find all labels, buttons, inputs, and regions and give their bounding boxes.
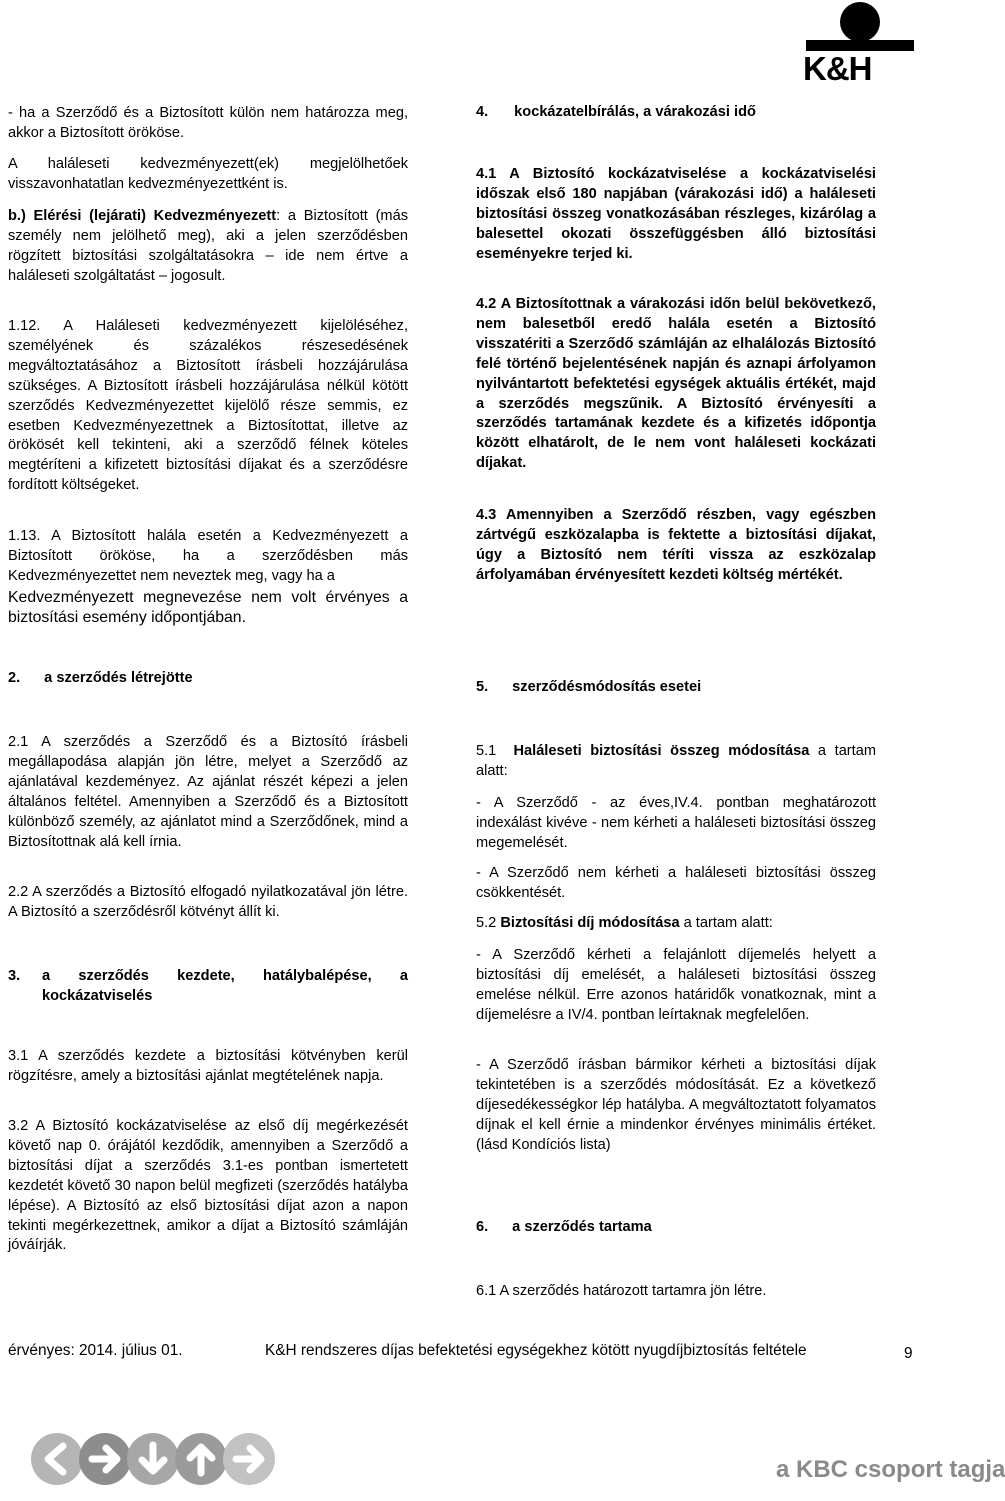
arrow-up-icon xyxy=(174,1432,228,1486)
maturity-beneficiary-text: : a Biztosított (más személy nem jelölhető meg), aki a jelen szerződésben rögzített biztosítási szolgáltatásokra – ide nem értve a haláleseti szolgáltatást – jogosult. xyxy=(8,208,409,284)
paragraph-5-1-a: - A Szerződő - az éves,IV.4. pontban meghatározott indexálást kivéve - nem kérheti a haláleseti biztosítási összeg megemelését. xyxy=(476,795,876,851)
arrow-down-icon xyxy=(126,1432,180,1486)
heading-section-6 xyxy=(476,1219,652,1235)
paragraph-2-2: 2.2 A szerződés a Biztosító elfogadó nyilatkozatával jön létre. A Biztosító a szerződésről kötvényt állít ki. xyxy=(8,884,408,920)
section-number: 2. xyxy=(8,670,21,686)
paragraph-5-1 xyxy=(476,742,876,782)
paragraph-5-1-b: - A Szerződő nem kérheti a haláleseti biztosítási összeg csökkentését. xyxy=(476,865,876,901)
paragraph-1-13: 1.13. A Biztosított halála esetén a Kedvezményezett a Biztosított örököse, ha a szerződésben más Kedvezményezettet nem neveztek meg, vagy ha a xyxy=(8,528,408,584)
section-number: 5. xyxy=(476,679,489,695)
heading-section-2 xyxy=(8,670,193,686)
paragraph-3-1: 3.1 A szerződés kezdete a biztosítási kötvényben kerül rögzítésre, amely a biztosítási ajánlat megtételének napja. xyxy=(8,1048,408,1084)
section-title: a szerződés létrejötte xyxy=(44,670,193,686)
arrow-left-icon xyxy=(30,1432,84,1486)
paragraph-maturity-beneficiary xyxy=(8,207,408,287)
paragraph-irrevocable: A haláleseti kedvezményezett(ek) megjelölhetőek visszavonhatatlan kedvezményezettként is. xyxy=(8,156,408,192)
section-number: 6. xyxy=(476,1219,489,1235)
paragraph-4-2: 4.2 A Biztosítottnak a várakozási időn belül bekövetkező, nem balesetből eredő halála esetén a Biztosító visszatériti a Szerződő számláján az elhalálozás Biztosító felé történő bejelentésének napján és aznapi árfolyamon nyilvántartott befektetési egységek aktuális értékét, majd a szerződés megszűnik. A Biztosító érvényesíti a szerződés tartamának kezdete és a kifizetés időpontja között elhatárolt, de le nem vont haláleseti kockázati díjakat. xyxy=(476,296,876,472)
section-title: kockázatelbírálás, a várakozási idő xyxy=(514,104,756,120)
footer-document-title: K&H rendszeres díjas befektetési egységekhez kötött nyugdíjbiztosítás feltétele xyxy=(265,1342,807,1359)
arrow-right-icon xyxy=(222,1432,276,1486)
paragraph-2-1: 2.1 A szerződés a Szerződő és a Biztosító írásbeli megállapodása alapján jön létre, melyet a Szerződő az ajánlatával kezdeményez. Az ajánlat részét képezi a jelen általános feltétel. Amennyiben a Szerződő és a Biztosított különböző személy, az ajánlatot mind a Szerződőnek, mind a Biztosítottnak alá kell írnia. xyxy=(8,734,408,850)
kbc-tagline: a KBC csoport tagja xyxy=(776,1456,1005,1483)
paragraph-4-1: 4.1 A Biztosító kockázatviselése a kockázatviselési időszak első 180 napjában (várakozási idő) a haláleseti biztosítási összeg vonatkozásában részleges, kizárólag a balesettel okozati összefüggésben álló biztosítási eseményekre terjed ki. xyxy=(476,166,876,262)
paragraph-heir: - ha a Szerződő és a Biztosított külön nem határozza meg, akkor a Biztosított örököse. xyxy=(8,105,408,141)
paragraph-number: 5.1 xyxy=(476,743,497,759)
kh-logo: K&H xyxy=(803,50,872,87)
heading-section-4 xyxy=(476,104,756,120)
logo-mark xyxy=(840,2,880,42)
paragraph-5-2-a: - A Szerződő kérheti a felajánlott díjemelés helyett a biztosítási díj emelését, a haláleseti biztosítási összeg emelése nélkül. Erre azonos határidők vonatkoznak, mint a díjemelésre a IV/4. pontban leírtaknak megfelelően. xyxy=(476,947,876,1023)
paragraph-5-2 xyxy=(476,914,876,934)
footer-valid-date: érvényes: 2014. július 01. xyxy=(8,1342,183,1359)
paragraph-1-13-continued: Kedvezményezett megnevezése nem volt érvényes a biztosítási esemény időpontjában. xyxy=(8,589,408,627)
paragraph-4-3: 4.3 Amennyiben a Szerződő részben, vagy egészben zártvégű eszközalapba is fektette a biztosítási díjakat, úgy a Biztosító nem téríti vissza az eszközalap árfolyamában érvényesített kezdeti költség mértékét. xyxy=(476,507,876,583)
paragraph-5-2-text: a tartam alatt: xyxy=(679,915,773,931)
maturity-beneficiary-heading: b.) Elérési (lejárati) Kedvezményezett xyxy=(8,208,277,224)
paragraph-3-2: 3.2 A Biztosító kockázatviselése az első díj megérkezését követő nap 0. órájától kezdődik, amennyiben a Szerződő a biztosítási díjat a szerződés 3.1-es pontban ismertetett kezdetét követő 30 napon belül megfizeti (szerződés hatálybа lépése). A Biztosító az első biztosítási díjat azon a napon tekinti megérkezettnek, amikor a díjat a Biztosító számláján jóváírják. xyxy=(8,1118,408,1254)
section-title: a szerződés kezdete, hatálybalépése, a kockázatviselés xyxy=(42,968,408,1004)
paragraph-5-1-text: a tartam alatt: xyxy=(476,743,876,779)
heading-section-5 xyxy=(476,679,701,695)
paragraph-5-1-title: Haláleseti biztosítási összeg módosítása xyxy=(513,743,810,759)
section-title: a szerződés tartama xyxy=(512,1219,652,1235)
paragraph-5-2-title: Biztosítási díj módosítása xyxy=(500,915,680,931)
heading-section-3 xyxy=(8,966,408,1004)
paragraph-5-2-b: - A Szerződő írásban bármikor kérheti a biztosítási díjak tekintetében is a szerződés módosítását. Ez a következő díjesedékességkor lép hatályba. A megváltoztatott folyamatos díjnak el kell érnie a mindenkor érvényes minimális értéket. (lásd Kondíciós lista) xyxy=(476,1057,876,1153)
page-number: 9 xyxy=(904,1345,913,1362)
paragraph-number: 5.2 xyxy=(476,915,501,931)
arrow-right-icon xyxy=(78,1432,132,1486)
paragraph-6-1: 6.1 A szerződés határozott tartamra jön létre. xyxy=(476,1283,767,1299)
paragraph-1-12: 1.12. A Haláleseti kedvezményezett kijelöléséhez, személyének és százalékos részesedésének megváltoztatásához a Biztosított írásbeli hozzájárulása szükséges. A Biztosított írásbeli hozzájárulása nélkül kötött szerződés Kedvezményezettet kijelölő része semmis, ez esetben Kedvezményezettnek a Biztosítottat, illetve az örökösét kell tekinteni, aki a szerződő félnek köteles megtéríteni a kifizetett biztosítási díjakat és a szerződésre fordított költségeket. xyxy=(8,318,408,494)
section-number: 3. xyxy=(8,968,21,984)
section-title: szerződésmódosítás esetei xyxy=(512,679,702,695)
section-number: 4. xyxy=(476,104,489,120)
